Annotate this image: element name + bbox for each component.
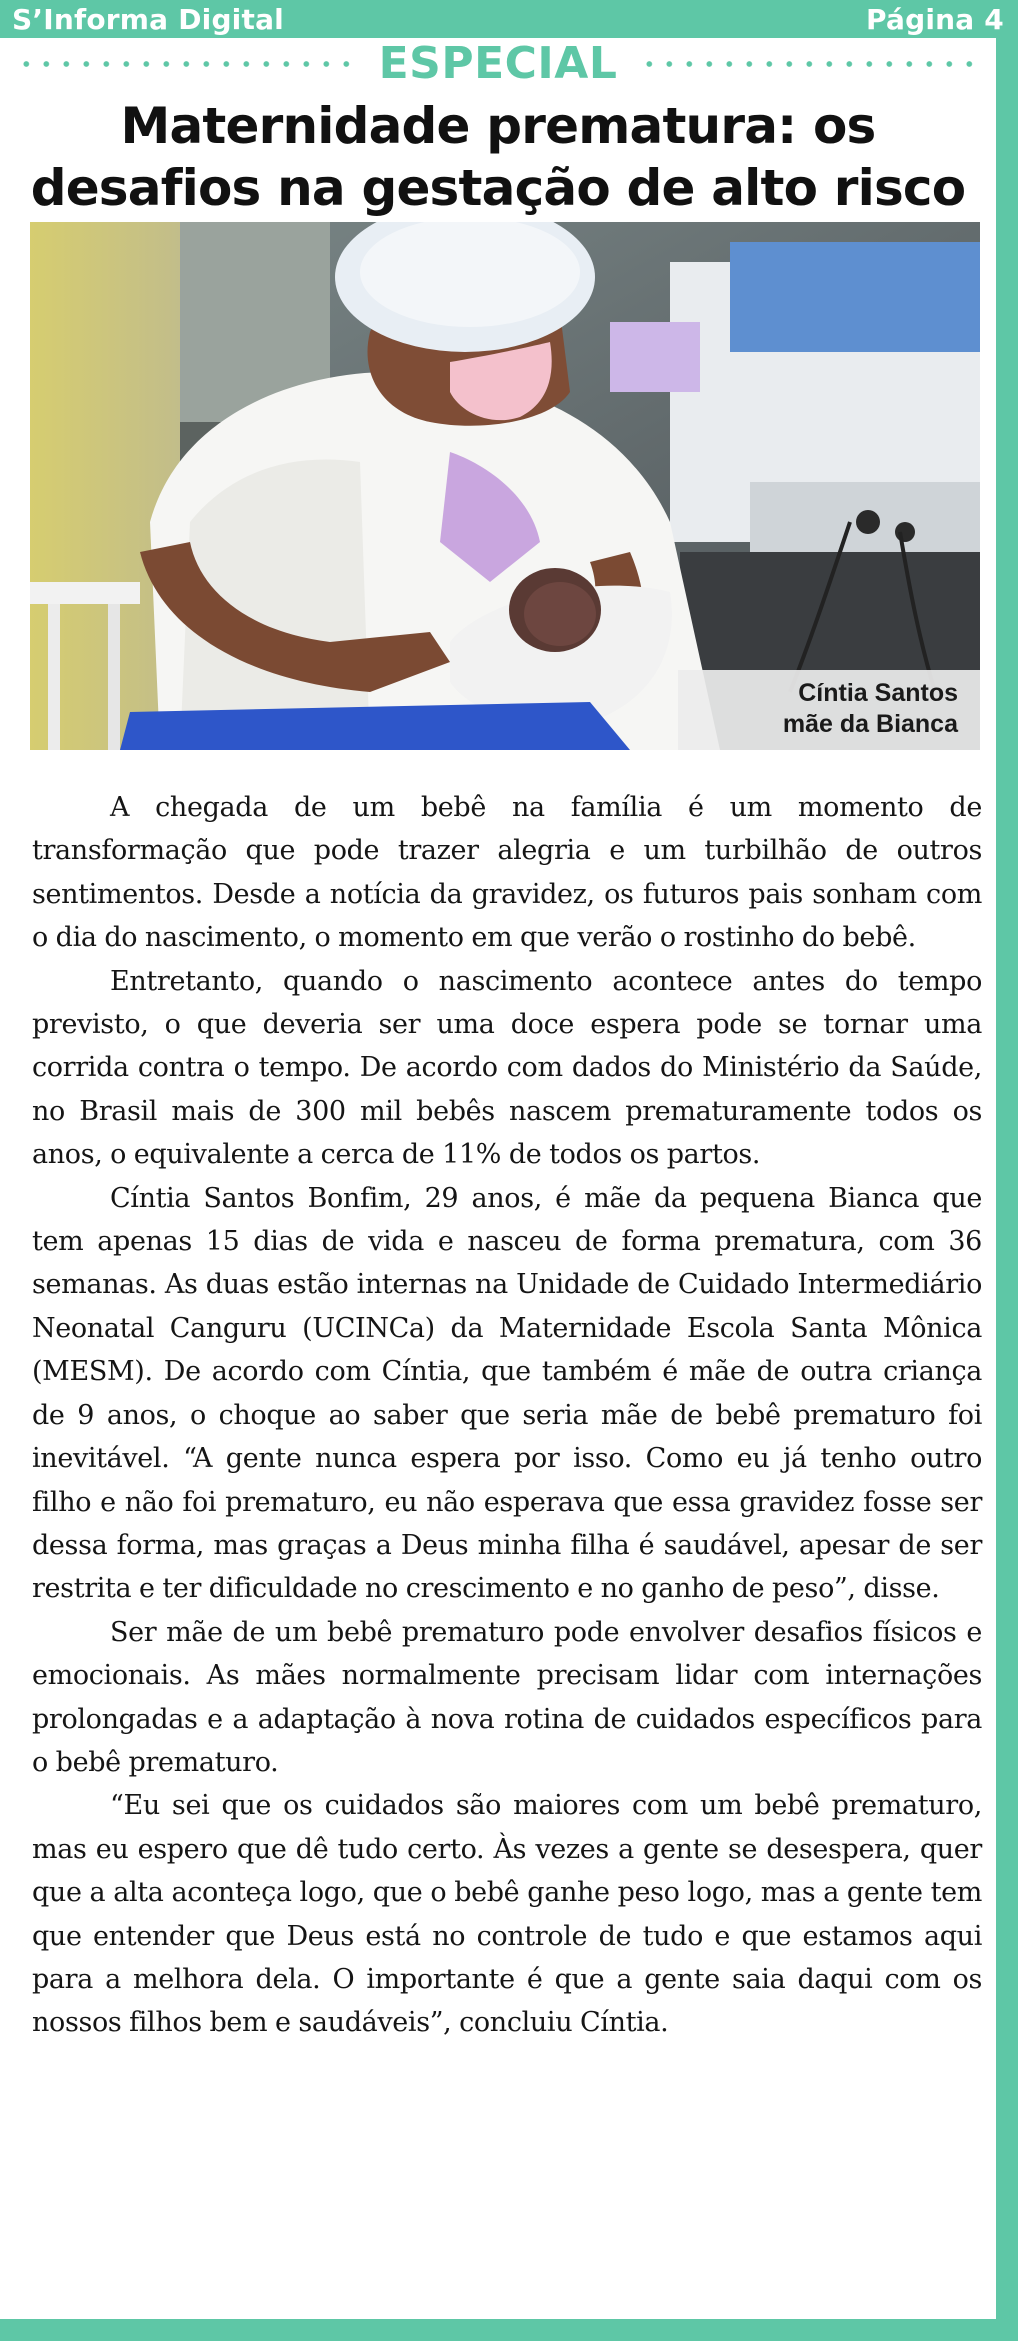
paragraph: Cíntia Santos Bonfim, 29 anos, é mãe da pequena Bianca que tem apenas 15 dias de vida e nasceu de forma prematura, com 36 semanas. As duas estão internas na Unidade de Cuidado Intermediário Neonatal Canguru (UCINCa) da Maternidade Escola Santa Mônica (MESM). De acordo com Cíntia, que também é mãe de outra criança de 9 anos, o choque ao saber que seria mãe de bebê prematuro foi inevitável. “A gente nunca espera por isso. Como eu já tenho outro filho e não foi prematuro, eu não esperava que essa gravidez fosse ser dessa forma, mas graças a Deus minha filha é saudável, apesar de ser restrita e ter dificuldade no crescimento e no ganho de peso”, disse. xyxy=(32,1182,982,1605)
photo-caption xyxy=(678,670,980,750)
section-header xyxy=(0,38,996,90)
article-photo xyxy=(30,222,980,750)
caption-name: Cíntia Santos xyxy=(798,679,958,707)
page-number: Página 4 xyxy=(866,2,1004,36)
publication-name: S’Informa Digital xyxy=(12,2,284,36)
article-title: Maternidade prematura: os desafios na gestação de alto risco xyxy=(30,97,966,217)
paragraph: A chegada de um bebê na família é um momento de transformação que pode trazer alegria e um turbilhão de outros sentimentos. Desde a notícia da gravidez, os futuros pais sonham com o dia do nascimento, o momento em que verão o rostinho do bebê. xyxy=(32,792,982,954)
paragraph: “Eu sei que os cuidados são maiores com um bebê prematuro, mas eu espero que dê tudo certo. Às vezes a gente se desespera, quer que a alta aconteça logo, que o bebê ganhe peso logo, mas a gente tem que entender que Deus está no controle de tudo e que estamos aqui para a melhora dela. O importante é que a gente saia daqui com os nossos filhos bem e saudáveis”, concluiu Cíntia. xyxy=(32,1790,982,2039)
top-bar xyxy=(0,0,1018,38)
paragraph: Ser mãe de um bebê prematuro pode envolver desafios físicos e emocionais. As mães normalmente precisam lidar com internações prolongadas e a adaptação à nova rotina de cuidados específicos para o bebê prematuro. xyxy=(32,1616,982,1778)
article-body xyxy=(32,786,982,2045)
dotted-rule-left xyxy=(10,61,363,67)
dotted-rule-right xyxy=(633,61,986,67)
caption-role: mãe da Bianca xyxy=(782,710,958,738)
section-label: ESPECIAL xyxy=(378,38,618,89)
paragraph: Entretanto, quando o nascimento acontece antes do tempo previsto, o que deveria ser uma doce espera pode se tornar uma corrida contra o tempo. De acordo com dados do Ministério da Saúde, no Brasil mais de 300 mil bebês nascem prematuramente todos os anos, o equivalente a cerca de 11% de todos os partos. xyxy=(32,965,982,1171)
